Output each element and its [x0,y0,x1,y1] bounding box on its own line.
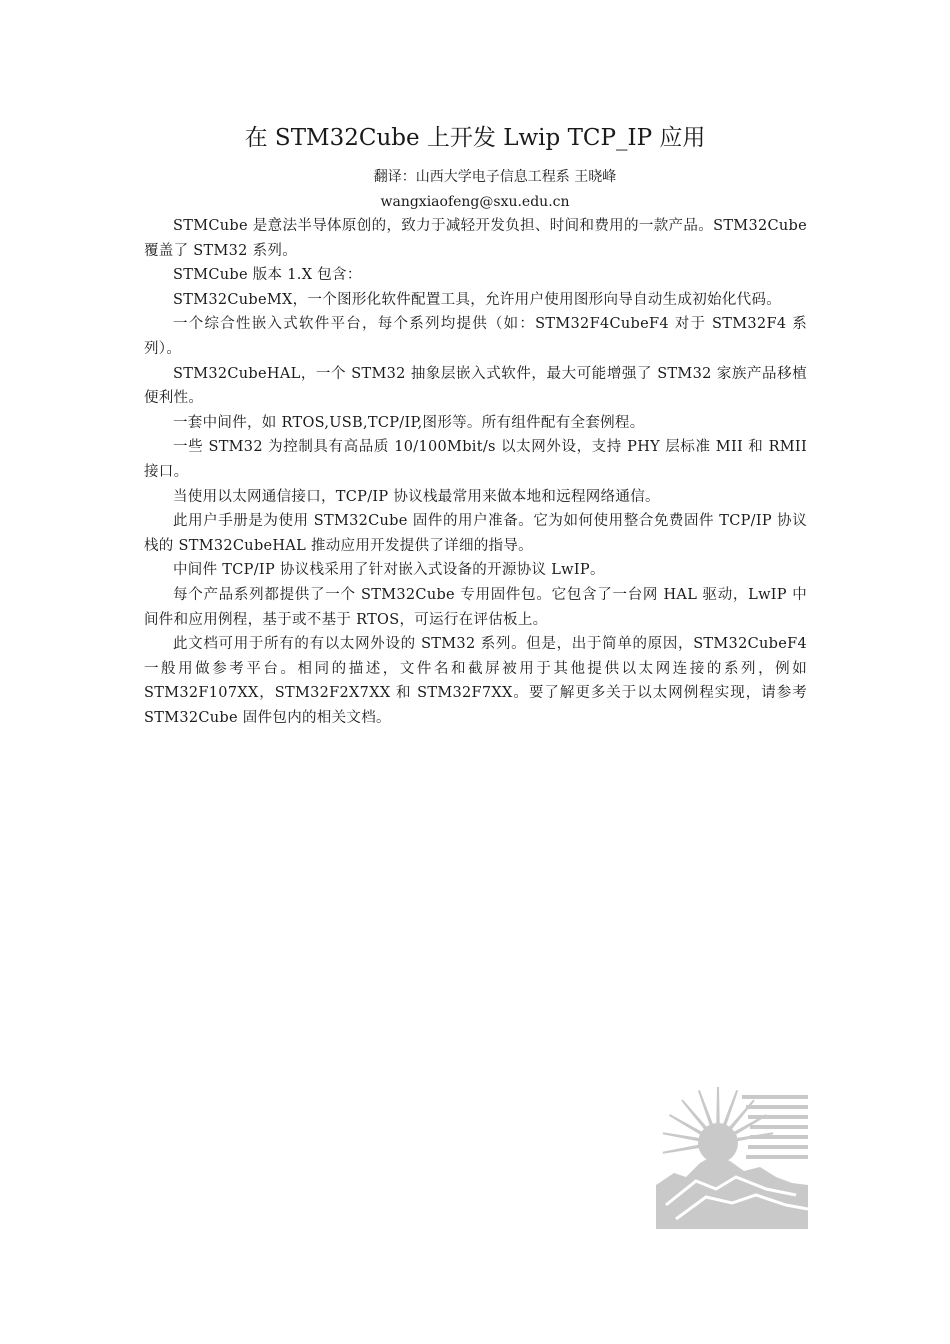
paragraph: 中间件 TCP/IP 协议栈采用了针对嵌入式设备的开源协议 LwIP。 [173,562,605,579]
paragraph: 一套中间件，如 RTOS,USB,TCP/IP,图形等。所有组件配有全套例程。 [173,414,645,431]
paragraph: STM32CubeMX，一个图形化软件配置工具，允许用户使用图形向导自动生成初始化代码。 [173,291,782,308]
author-email: wangxiaofeng@sxu.edu.cn [380,194,570,210]
paragraph: 此用户手册是为使用 STM32Cube 固件的用户准备。它为如何使用整合免费固件 TCP/IP 协议栈的 STM32CubeHAL 推动应用开发提供了详细的指导。 [144,513,807,554]
paragraph: STM32CubeHAL，一个 STM32 抽象层嵌入式软件，最大可能增强了 STM32 家族产品移植便利性。 [144,365,807,407]
paragraph: 此文档可用于所有的有以太网外设的 STM32 系列。但是，出于简单的原因，STM32CubeF4 一般用做参考平台。相同的描述，文件名和截屏被用于其他提供以太网连接的系列，例如 STM32F107XX，STM32F2X7XX 和 STM32F7XX。要了解更多关于以太网例程实现，请参考 STM32Cube 固件包内的相关文档。 [144,636,807,726]
sun-mountain-logo-icon [656,1085,808,1229]
paragraph: 每个产品系列都提供了一个 STM32Cube 专用固件包。它包含了一台网 HAL 驱动，LwIP 中间件和应用例程，基于或不基于 RTOS，可运行在评估板上。 [144,586,807,628]
paragraph: 当使用以太网通信接口，TCP/IP 协议栈最常用来做本地和远程网络通信。 [173,488,660,505]
paragraph: 一个综合性嵌入式软件平台，每个系列均提供（如：STM32F4CubeF4 对于 STM32F4 系列）。 [144,316,807,357]
document-body [144,214,807,730]
paragraph: STMCube 版本 1.X 包含： [173,267,362,284]
document-title: 在 STM32Cube 上开发 Lwip TCP_IP 应用 [244,125,706,151]
translator-credit: 翻译：山西大学电子信息工程系 王晓峰 [373,169,617,185]
paragraph: 一些 STM32 为控制具有高品质 10/100Mbit/s 以太网外设，支持 PHY 层标准 MII 和 RMII 接口。 [144,439,807,480]
paragraph: STMCube 是意法半导体原创的，致力于减轻开发负担、时间和费用的一款产品。STM32Cube 覆盖了 STM32 系列。 [144,218,807,259]
